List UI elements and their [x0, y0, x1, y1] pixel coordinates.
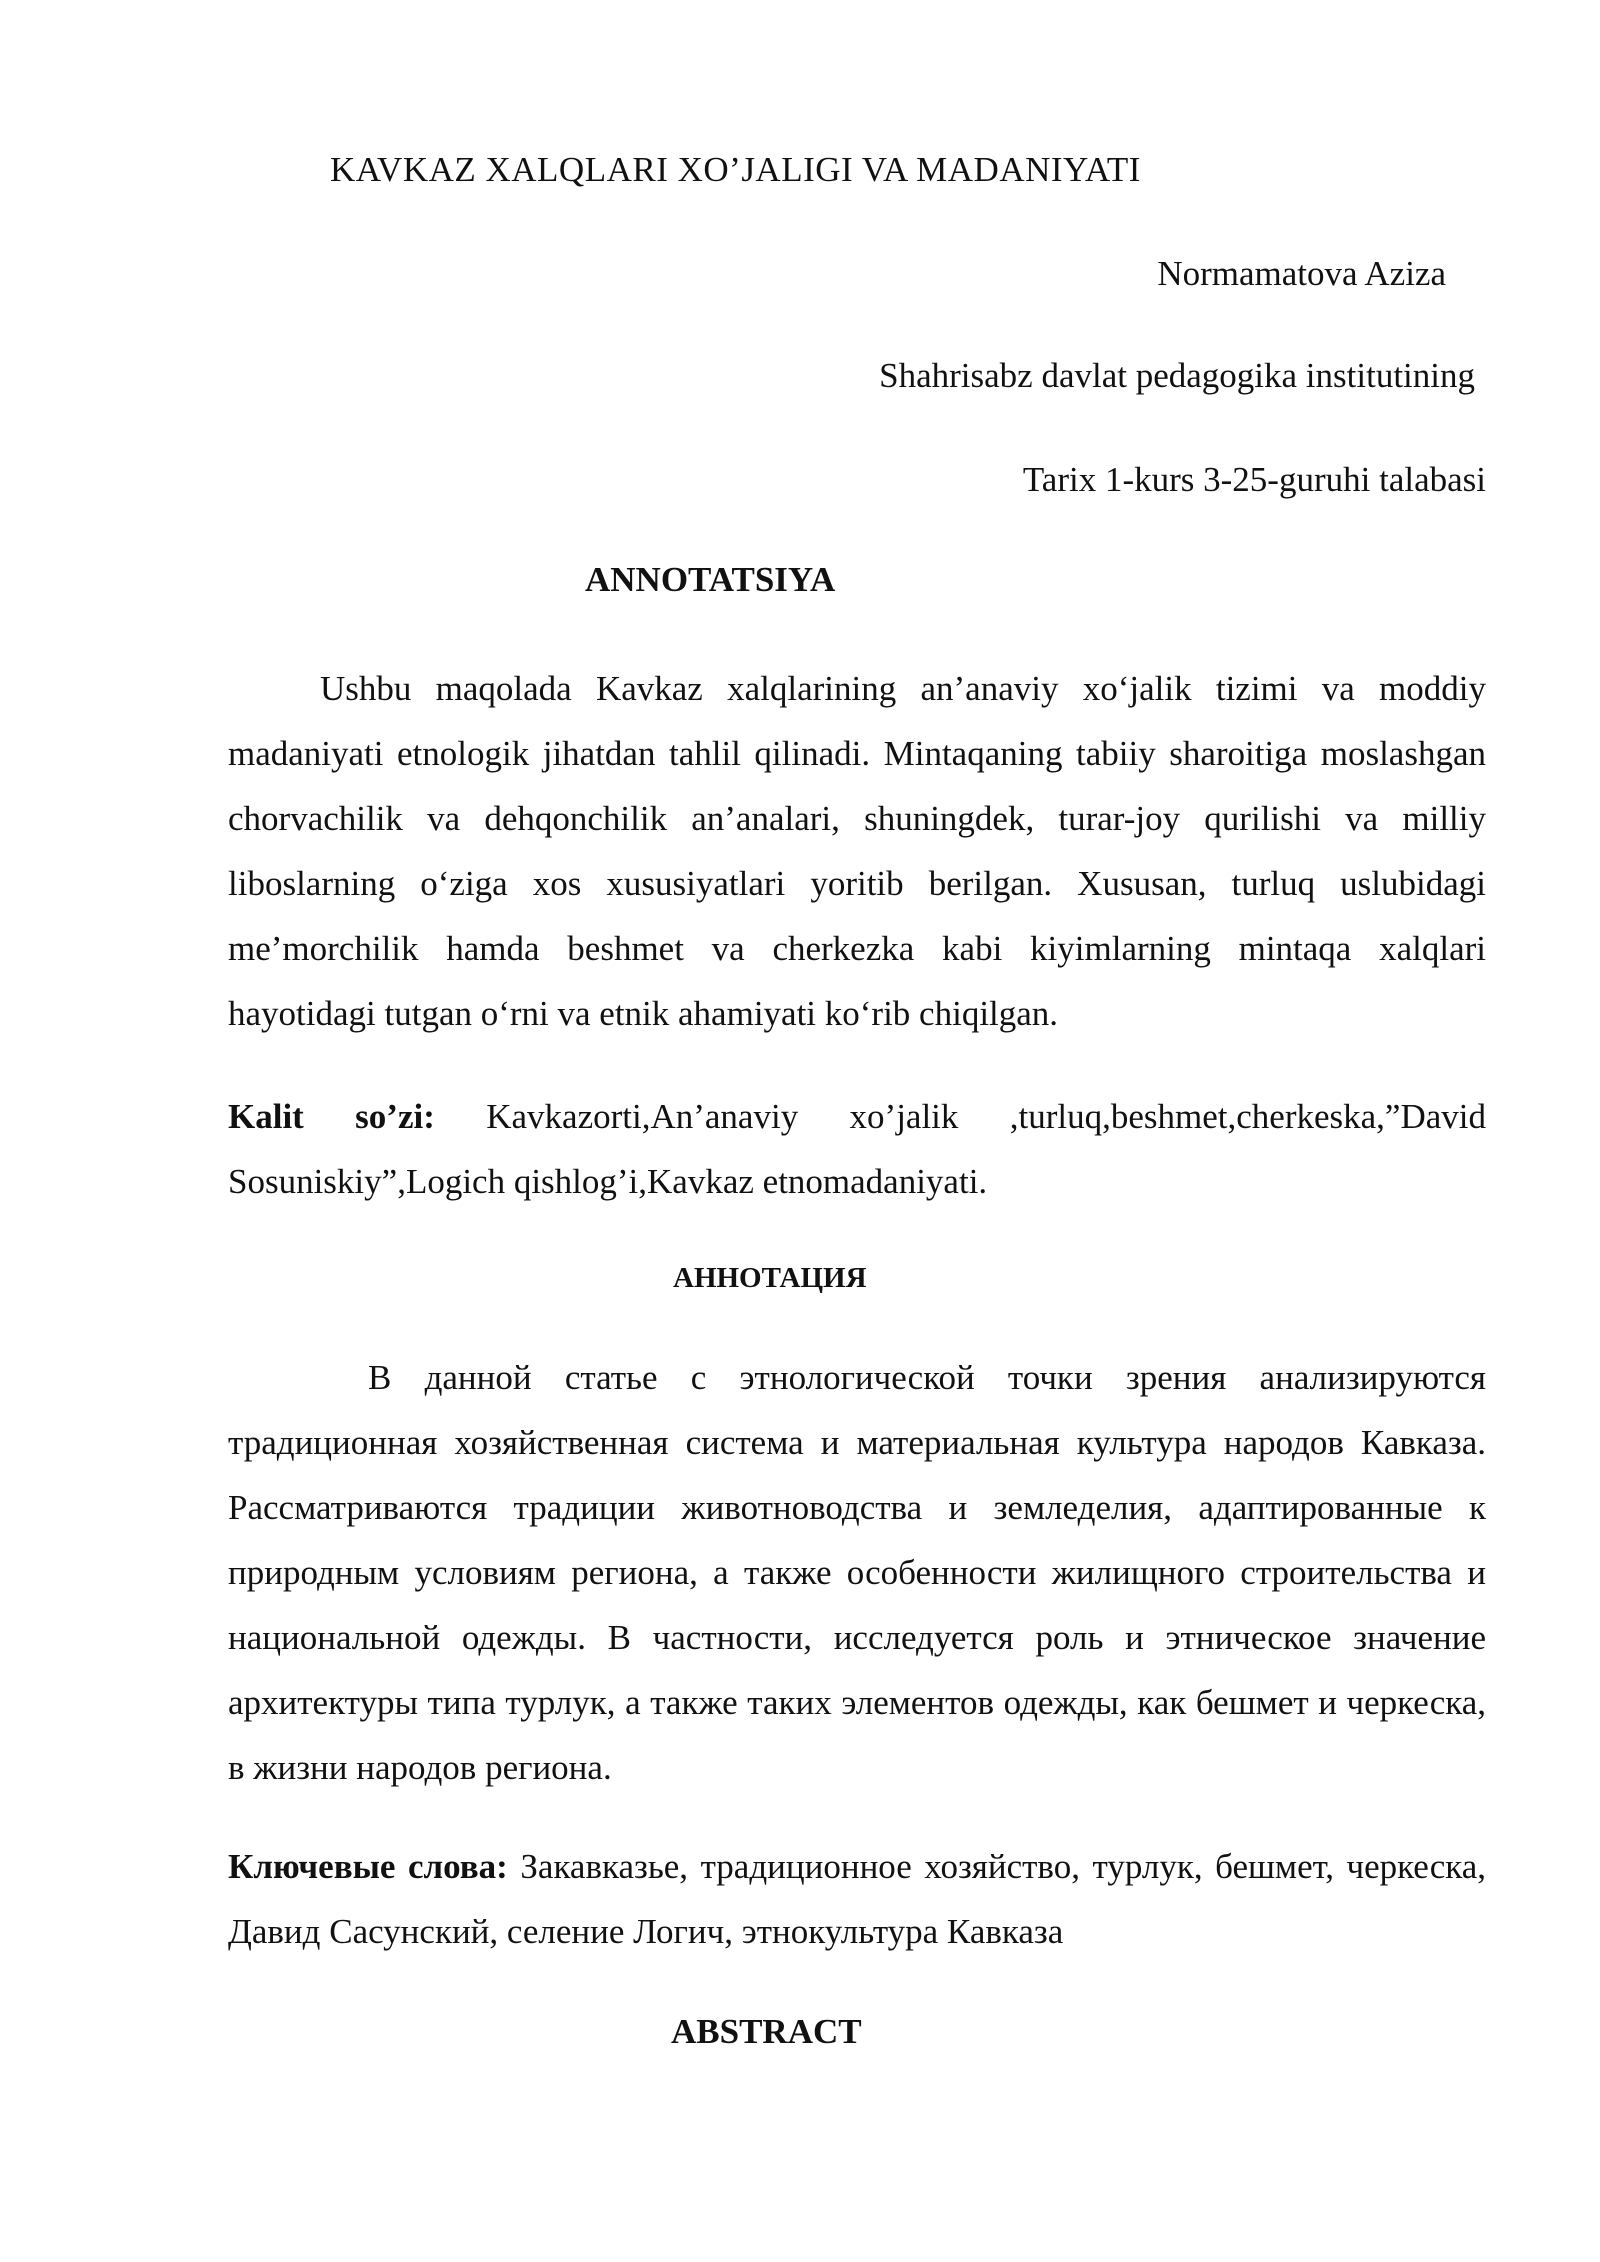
keywords-uz-label: Kalit so’zi: [228, 1097, 435, 1136]
annotation-uz-heading: ANNOTATSIYA [585, 560, 836, 599]
keywords-uz [228, 1084, 1486, 1214]
keywords-ru [228, 1834, 1486, 1964]
annotation-ru-text: В данной статье с этнологической точки зрения анализируются традиционная хозяйственная система и материальная культура народов Кавказа. Рассматриваются традиции животноводства и земледелия, адаптированные к природным условиям региона, а также особенности жилищного строительства и национальной одежды. В частности, исследуется роль и этническое значение архитектуры типа турлук, а также таких элементов одежды, как бешмет и черкеска, в жизни народов региона. [228, 1358, 1486, 1787]
abstract-en-heading: ABSTRACT [671, 2012, 862, 2051]
article-title: KAVKAZ XALQLARI XO’JALIGI VA MADANIYATI [330, 150, 1141, 189]
annotation-uz-text: Ushbu maqolada Kavkaz xalqlarining an’anaviy xo‘jalik tizimi va moddiy madaniyati etnologik jihatdan tahlil qilinadi. Mintaqaning tabiiy sharoitiga moslashgan chorvachilik va dehqonchilik an’analari, shuningdek, turar-joy qurilishi va milliy liboslarning o‘ziga xos xususiyatlari yoritib berilgan. Xususan, turluq uslubidagi me’morchilik hamda beshmet va cherkezka kabi kiyimlarning mintaqa xalqlari hayotidagi tutgan o‘rni va etnik ahamiyati ko‘rib chiqilgan. [228, 669, 1486, 1033]
author-name: Normamatova Aziza [1157, 254, 1446, 293]
keywords-ru-list: Закавказье, традиционное хозяйство, турлук, бешмет, черкеска, Давид Сасунский, селение Логич, этнокультура Кавказа [228, 1847, 1487, 1951]
author-group: Tarix 1-kurs 3-25-guruhi talabasi [1022, 460, 1486, 499]
keywords-uz-list: Kavkazorti,An’anaviy xo’jalik ,turluq,beshmet,cherkeska,”David Sosuniskiy”,Logich qishlog’i,Kavkaz etnomadaniyati. [228, 1097, 1486, 1201]
keywords-ru-label: Ключевые слова: [228, 1847, 508, 1886]
annotation-ru-heading: АННОТАЦИЯ [673, 1262, 867, 1294]
author-institution: Shahrisabz davlat pedagogika institutining [879, 356, 1475, 395]
